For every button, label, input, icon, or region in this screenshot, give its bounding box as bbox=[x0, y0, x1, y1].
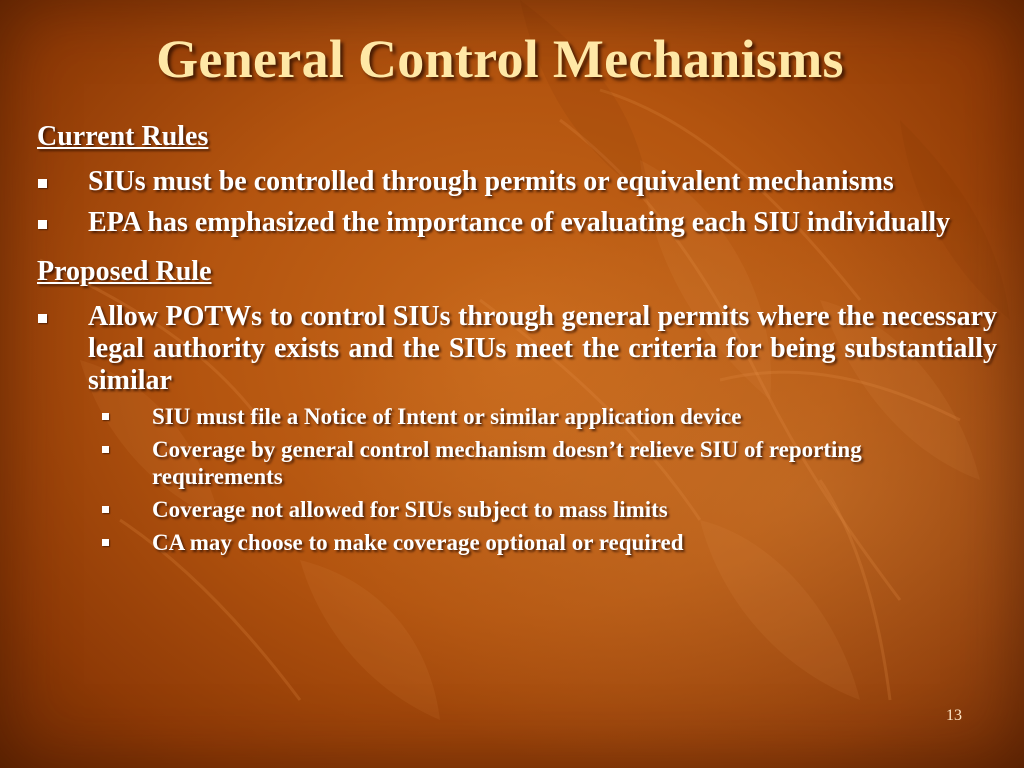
list-item bbox=[37, 301, 997, 556]
sub-list-item bbox=[37, 496, 997, 523]
square-bullet-icon bbox=[38, 179, 47, 188]
slide-body bbox=[37, 120, 997, 556]
proposed-rule-sublist bbox=[88, 403, 997, 556]
bullet-text: EPA has emphasized the importance of evaluating each SIU individually bbox=[88, 207, 951, 238]
list-item bbox=[37, 207, 997, 239]
page-number: 13 bbox=[946, 707, 962, 724]
section-heading-proposed-rule: Proposed Rule bbox=[37, 256, 212, 287]
square-bullet-icon bbox=[38, 220, 47, 229]
sub-list-item bbox=[37, 436, 997, 490]
square-bullet-icon bbox=[38, 314, 47, 323]
current-rules-list bbox=[37, 166, 997, 239]
list-item bbox=[37, 166, 997, 198]
square-bullet-icon bbox=[102, 506, 109, 513]
sub-list-item bbox=[37, 529, 997, 556]
square-bullet-icon bbox=[102, 539, 109, 546]
sub-bullet-text: Coverage by general control mechanism doesn’t relieve SIU of reporting requirements bbox=[152, 437, 862, 489]
sub-list-item bbox=[37, 403, 997, 430]
sub-bullet-text: Coverage not allowed for SIUs subject to mass limits bbox=[152, 497, 668, 522]
sub-bullet-text: CA may choose to make coverage optional or required bbox=[152, 530, 684, 555]
bullet-text: Allow POTWs to control SIUs through general permits where the necessary legal authority exists and the SIUs meet the criteria for being substantially similar bbox=[88, 301, 997, 396]
square-bullet-icon bbox=[102, 446, 109, 453]
sub-bullet-text: SIU must file a Notice of Intent or similar application device bbox=[152, 404, 742, 429]
bullet-text: SIUs must be controlled through permits or equivalent mechanisms bbox=[88, 166, 894, 197]
proposed-rule-list bbox=[37, 301, 997, 556]
slide-title: General Control Mechanisms bbox=[156, 29, 844, 89]
section-heading-current-rules: Current Rules bbox=[37, 121, 209, 152]
square-bullet-icon bbox=[102, 413, 109, 420]
